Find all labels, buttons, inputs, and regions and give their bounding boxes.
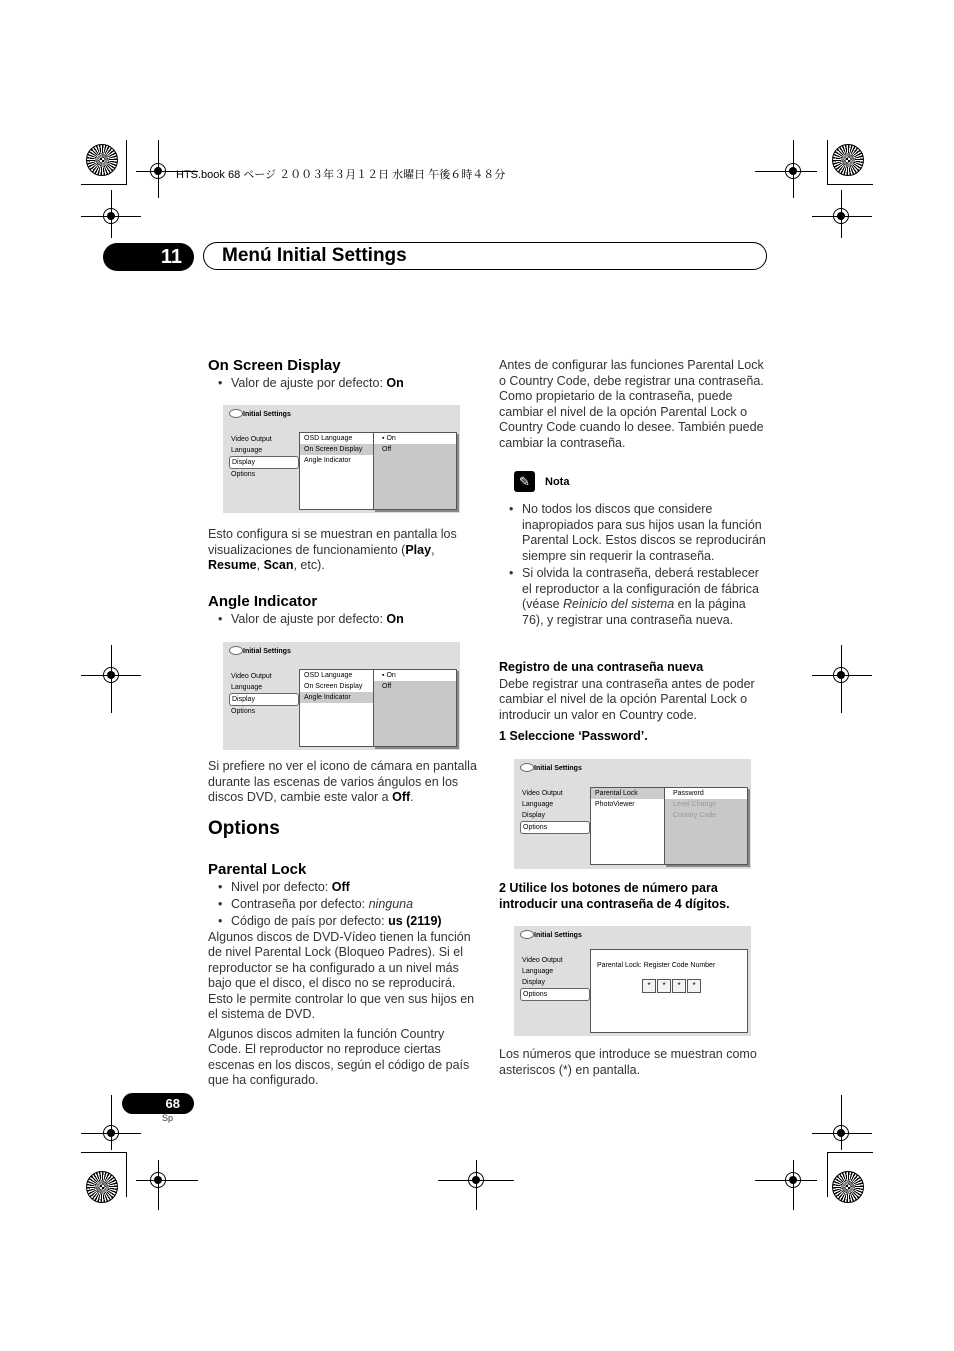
register-section	[499, 660, 767, 745]
option-level-change: Level Change	[673, 801, 717, 808]
page-number: 68	[122, 1093, 194, 1114]
list-item: • Valor de ajuste por defecto: On	[208, 612, 478, 628]
value-panel	[664, 787, 748, 865]
section-heading-parental: Parental Lock	[208, 861, 307, 878]
paragraph: Esto configura si se muestran en pantalla los visualizaciones de funcionamiento (Play, Resume, Scan, etc).	[208, 527, 457, 572]
list-item: • Nivel por defecto: Off	[208, 879, 478, 896]
menu-item-language: Language	[522, 801, 554, 808]
section-heading-register: Registro de una contraseña nueva	[499, 660, 704, 674]
options-section	[208, 818, 478, 839]
menu-item-display: Display	[522, 812, 545, 819]
osd-settings-screen	[223, 405, 460, 513]
code-digit: *	[642, 979, 656, 993]
disc-icon	[520, 763, 534, 772]
option-off: Off	[382, 683, 392, 690]
angle-section	[208, 594, 478, 627]
menu-item-display: Display	[229, 456, 299, 469]
disc-icon	[229, 646, 243, 655]
chapter-number-badge: 11	[103, 243, 194, 271]
page-language: Sp	[162, 1113, 174, 1123]
register-code-screen	[514, 926, 751, 1036]
code-digit: *	[657, 979, 671, 993]
list-item: • Valor de ajuste por defecto: On	[208, 376, 478, 392]
registration-sunburst-top-right	[832, 144, 864, 176]
list-item: • Código de país por defecto: us (2119)	[208, 913, 478, 930]
section-heading-angle: Angle Indicator	[208, 593, 318, 610]
menu-item-options: Options	[520, 988, 590, 1001]
register-label: Parental Lock: Register Code Number	[597, 962, 716, 969]
option-on: ▪ On	[374, 433, 456, 444]
disc-icon	[520, 930, 534, 939]
menu-item-video-output: Video Output	[231, 673, 272, 680]
value-panel	[373, 432, 457, 510]
value-panel	[373, 669, 457, 747]
disc-icon	[229, 409, 243, 418]
list-item: • Si olvida la contraseña, deberá restablecer el reproductor a la configuración de fábrica (véase Reinicio del sistema en la página 76), y registrar una contraseña nueva.	[499, 566, 767, 628]
submenu-angle-indicator: Angle Indicator	[304, 457, 351, 464]
settings-submenu	[299, 432, 379, 510]
option-password: Password	[665, 788, 747, 799]
osd-section	[208, 358, 478, 391]
code-digit: *	[672, 979, 686, 993]
paragraph: Los números que introduce se muestran como asteriscos (*) en pantalla.	[499, 1047, 757, 1077]
section-heading-options: Options	[208, 818, 280, 839]
paragraph: Algunos discos admiten la función Country Code. El reproductor no reproduce ciertas escenas en los discos, según el código de país que ha configurado.	[208, 1026, 470, 1087]
submenu-on-screen-display: On Screen Display	[304, 683, 363, 690]
settings-submenu	[590, 787, 670, 865]
submenu-osd-language: OSD Language	[304, 672, 353, 679]
submenu-angle-indicator: Angle Indicator	[300, 692, 378, 703]
chapter-title: Menú Initial Settings	[222, 245, 407, 266]
pencil-icon: ✎	[514, 471, 535, 492]
paragraph: Antes de configurar las funciones Parental Lock o Country Code, debe registrar una contraseña. Como propietario de la contraseña, puede cambiar el nivel de la opción Parental Lock o Country Code cuando lo desee. También puede cambiar la contraseña.	[499, 358, 764, 450]
paragraph: Algunos discos de DVD-Vídeo tienen la función de nivel Parental Lock (Bloqueo Padres). Si el reproductor se ha configurado a un nivel más bajo que el disco, el disco no se reproducirá. Esto le permite controlar lo que ven sus hijos en el sistema de DVD.	[208, 929, 475, 1021]
menu-item-video-output: Video Output	[522, 790, 563, 797]
screen-title: Initial Settings	[534, 765, 582, 772]
section-heading-osd: On Screen Display	[208, 357, 341, 374]
menu-item-language: Language	[522, 968, 554, 975]
menu-item-display: Display	[229, 693, 299, 706]
list-item: • Contraseña por defecto: ninguna	[208, 896, 478, 913]
register-panel	[590, 949, 748, 1033]
menu-item-options: Options	[520, 821, 590, 834]
parental-section	[208, 862, 478, 1089]
angle-settings-screen	[223, 642, 460, 750]
note-title: Nota	[545, 476, 570, 488]
submenu-parental-lock: Parental Lock	[591, 788, 669, 799]
intro-section	[499, 358, 767, 451]
osd-description	[208, 527, 478, 574]
angle-description	[208, 759, 478, 806]
submenu-photoviewer: PhotoViewer	[595, 801, 635, 808]
step-2: 2 Utilice los botones de número para introducir una contraseña de 4 dígitos.	[499, 881, 730, 911]
option-off: Off	[382, 446, 392, 453]
list-item: • No todos los discos que considere inapropiados para sus hijos usan la función Parental Lock. Estos discos se reproducirán siempre sin requerir la contraseña.	[499, 502, 767, 564]
menu-item-options: Options	[231, 471, 256, 478]
menu-item-video-output: Video Output	[522, 957, 563, 964]
option-country-code: Country Code	[673, 812, 717, 819]
paragraph: Si prefiere no ver el icono de cámara en pantalla durante las escenas de varios ángulos en los discos DVD, cambie este valor a Off.	[208, 759, 477, 804]
code-digit: *	[687, 979, 701, 993]
code-entry	[591, 979, 747, 993]
menu-item-options: Options	[231, 708, 256, 715]
note-section	[499, 502, 767, 628]
submenu-osd-language: OSD Language	[304, 435, 353, 442]
option-on: ▪ On	[374, 670, 456, 681]
submenu-on-screen-display: On Screen Display	[300, 444, 378, 455]
menu-item-video-output: Video Output	[231, 436, 272, 443]
registration-sunburst-bottom-left	[86, 1171, 118, 1203]
options-settings-screen	[514, 759, 751, 869]
footer-note	[499, 1047, 767, 1078]
paragraph: Debe registrar una contraseña antes de poder cambiar el nivel de la opción Parental Lock o introducir un valor en Country code.	[499, 676, 755, 722]
step-1: 1 Seleccione ‘Password’.	[499, 729, 648, 743]
print-header: HTS.book 68 ページ ２００３年３月１２日 水曜日 午後６時４８分	[176, 169, 506, 181]
chapter-title-box	[203, 242, 767, 270]
screen-title: Initial Settings	[243, 648, 291, 655]
menu-item-language: Language	[231, 447, 263, 454]
screen-title: Initial Settings	[534, 932, 582, 939]
registration-sunburst-top-left	[86, 144, 118, 176]
screen-title: Initial Settings	[243, 411, 291, 418]
menu-item-language: Language	[231, 684, 263, 691]
step-2-section	[499, 881, 767, 912]
settings-submenu	[299, 669, 379, 747]
registration-sunburst-bottom-right	[832, 1171, 864, 1203]
menu-item-display: Display	[522, 979, 545, 986]
